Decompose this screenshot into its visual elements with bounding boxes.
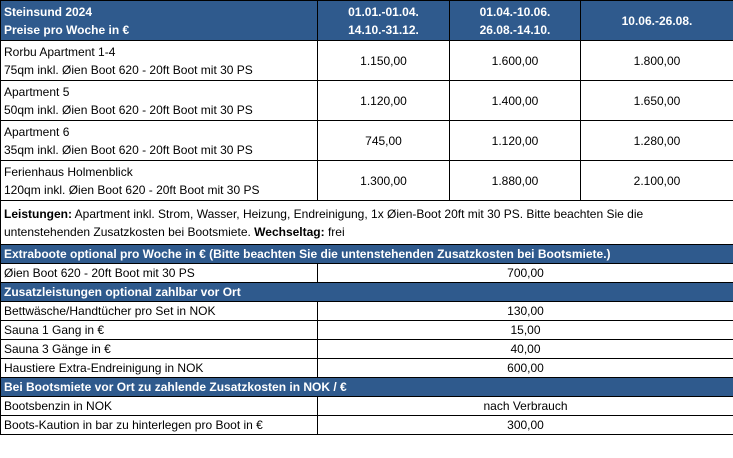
item-value: 130,00 <box>318 302 733 321</box>
price-cell: 1.400,00 <box>450 81 581 121</box>
table-row <box>1 81 733 121</box>
item-label: Haustiere Extra-Endreinigung in NOK <box>1 359 318 378</box>
price-cell: 1.600,00 <box>450 41 581 81</box>
table-row <box>1 397 733 416</box>
table-row <box>1 161 733 201</box>
wechseltag-label: Wechseltag: <box>254 224 325 239</box>
leistungen-label: Leistungen: <box>4 206 72 221</box>
header-title-cell <box>1 1 318 41</box>
section-header-row <box>1 245 733 264</box>
leistungen-text: Apartment inkl. Strom, Wasser, Heizung, Endreinigung, 1x Øien-Boot 20ft mit 30 PS. Bitte beachten Sie die untenstehenden Zusatzkosten bei Bootsmiete. <box>4 206 644 239</box>
item-label: Øien Boot 620 - 20ft Boot mit 30 PS <box>1 264 318 283</box>
price-cell: 1.150,00 <box>318 41 450 81</box>
price-cell: 1.800,00 <box>581 41 733 81</box>
table-row <box>1 264 733 283</box>
apartment-name: Rorbu Apartment 1-4 <box>4 44 116 59</box>
wechseltag-value: frei <box>324 224 345 239</box>
item-value: 15,00 <box>318 321 733 340</box>
apartment-name: Apartment 6 <box>4 124 70 139</box>
table-row <box>1 340 733 359</box>
season-header-2: 01.04.-10.06. 26.08.-14.10. <box>450 1 581 41</box>
apartment-cell <box>1 161 318 201</box>
item-value: nach Verbrauch <box>318 397 733 416</box>
table-row <box>1 359 733 378</box>
price-cell: 1.280,00 <box>581 121 733 161</box>
table-subtitle: Preise pro Woche in € <box>4 22 130 37</box>
item-value: 300,00 <box>318 416 733 435</box>
price-cell: 1.300,00 <box>318 161 450 201</box>
leistungen-cell <box>1 201 733 245</box>
apartment-name: Apartment 5 <box>4 84 70 99</box>
apartment-desc: 50qm inkl. Øien Boot 620 - 20ft Boot mit 30 PS <box>4 102 253 117</box>
apartment-name: Ferienhaus Holmenblick <box>4 164 133 179</box>
apartment-cell <box>1 121 318 161</box>
item-label: Bootsbenzin in NOK <box>1 397 318 416</box>
item-value: 40,00 <box>318 340 733 359</box>
price-cell: 1.880,00 <box>450 161 581 201</box>
price-cell: 1.120,00 <box>318 81 450 121</box>
table-row <box>1 302 733 321</box>
table-row <box>1 121 733 161</box>
zusatz-title: Zusatzleistungen optional zahlbar vor Ort <box>1 283 733 302</box>
item-label: Bettwäsche/Handtücher pro Set in NOK <box>1 302 318 321</box>
price-cell: 2.100,00 <box>581 161 733 201</box>
table-row <box>1 41 733 81</box>
section-header-row <box>1 378 733 397</box>
price-cell: 1.650,00 <box>581 81 733 121</box>
section-header-row <box>1 283 733 302</box>
item-label: Boots-Kaution in bar zu hinterlegen pro Boot in € <box>1 416 318 435</box>
item-value: 700,00 <box>318 264 733 283</box>
apartment-desc: 120qm inkl. Øien Boot 620 - 20ft Boot mit 30 PS <box>4 182 260 197</box>
season-header-3: 10.06.-26.08. <box>581 1 733 41</box>
apartment-cell <box>1 81 318 121</box>
leistungen-row <box>1 201 733 245</box>
extraboote-title: Extraboote optional pro Woche in € (Bitte beachten Sie die untenstehenden Zusatzkosten bei Bootsmiete.) <box>1 245 733 264</box>
season-header-1: 01.01.-01.04. 14.10.-31.12. <box>318 1 450 41</box>
table-row <box>1 416 733 435</box>
item-label: Sauna 1 Gang in € <box>1 321 318 340</box>
item-label: Sauna 3 Gänge in € <box>1 340 318 359</box>
apartment-desc: 35qm inkl. Øien Boot 620 - 20ft Boot mit 30 PS <box>4 142 253 157</box>
price-cell: 745,00 <box>318 121 450 161</box>
header-row <box>1 1 733 41</box>
price-cell: 1.120,00 <box>450 121 581 161</box>
table-title: Steinsund 2024 <box>4 4 93 19</box>
apartment-cell <box>1 41 318 81</box>
boots-title: Bei Bootsmiete vor Ort zu zahlende Zusatzkosten in NOK / € <box>1 378 733 397</box>
apartment-desc: 75qm inkl. Øien Boot 620 - 20ft Boot mit 30 PS <box>4 62 253 77</box>
item-value: 600,00 <box>318 359 733 378</box>
table-row <box>1 321 733 340</box>
